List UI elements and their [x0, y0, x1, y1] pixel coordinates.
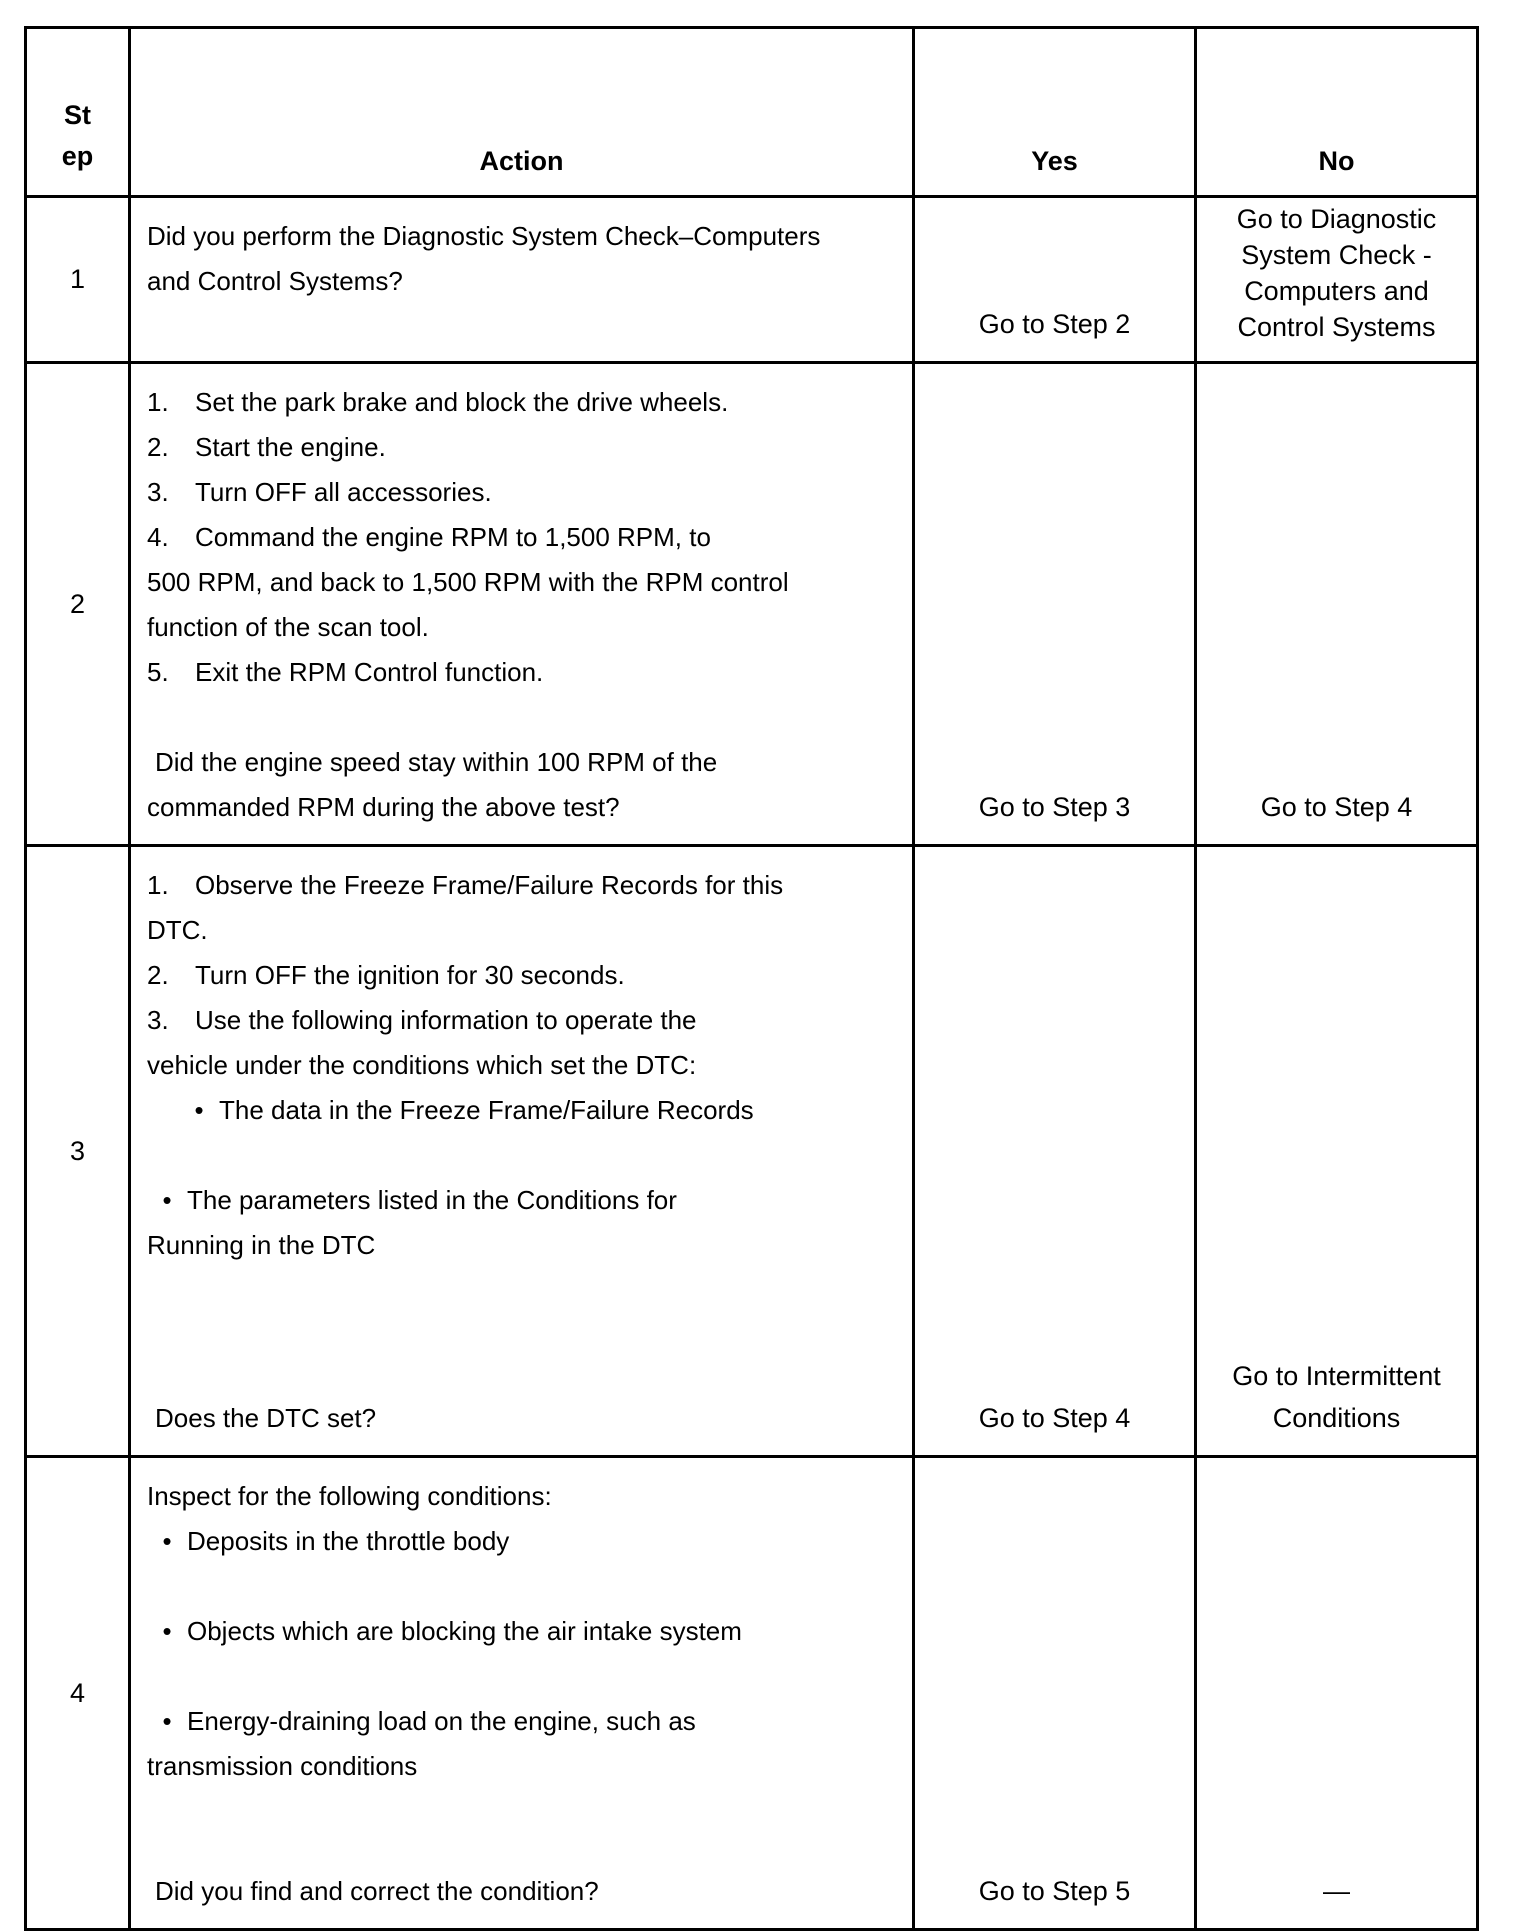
action-line: and Control Systems? — [147, 266, 403, 296]
header-no: No — [1196, 28, 1478, 197]
bullet-icon: • — [162, 1706, 172, 1736]
no-cell: — — [1196, 1457, 1478, 1930]
table-row — [26, 1457, 1478, 1930]
list-item: 1. Set the park brake and block the drive wheels. — [147, 387, 729, 417]
no-cell: Go to Step 4 — [1196, 363, 1478, 846]
step-number: 3 — [26, 846, 130, 1457]
list-item-continuation: function of the scan tool. — [147, 612, 429, 642]
yes-cell: Go to Step 4 — [914, 846, 1196, 1457]
no-line: Conditions — [1272, 1403, 1401, 1433]
bullet-icon: • — [162, 1526, 172, 1556]
action-line: Did you perform the Diagnostic System Check–Computers — [147, 221, 821, 251]
question-line: Did the engine speed stay within 100 RPM of the — [155, 747, 718, 777]
table-row — [26, 846, 1478, 1457]
action-cell — [130, 363, 914, 846]
question-line: Does the DTC set? — [155, 1403, 377, 1433]
diagnostic-table — [24, 26, 1479, 1931]
yes-cell: Go to Step 5 — [914, 1457, 1196, 1930]
no-line: Computers and — [1244, 276, 1429, 306]
header-row — [26, 28, 1478, 197]
list-item-continuation: 500 RPM, and back to 1,500 RPM with the RPM control — [147, 567, 789, 597]
list-item-continuation: DTC. — [147, 915, 208, 945]
bullet-item: • The parameters listed in the Conditions for — [147, 1178, 896, 1223]
no-line: Go to Diagnostic — [1236, 204, 1437, 234]
bullet-item: • Objects which are blocking the air intake system — [147, 1609, 896, 1654]
step-number: 2 — [26, 363, 130, 846]
header-step-line1: St — [64, 100, 91, 130]
intro-line: Inspect for the following conditions: — [147, 1481, 552, 1511]
step-number: 1 — [26, 197, 130, 363]
question-line: Did you find and correct the condition? — [155, 1876, 599, 1906]
bullet-item-continuation: transmission conditions — [147, 1751, 418, 1781]
bullet-icon: • — [194, 1095, 204, 1125]
table-row — [26, 197, 1478, 363]
sub-bullet-item: • The data in the Freeze Frame/Failure Records — [147, 1088, 896, 1133]
table-row — [26, 363, 1478, 846]
action-cell — [130, 846, 914, 1457]
yes-cell: Go to Step 2 — [914, 197, 1196, 363]
no-line: Go to Intermittent — [1232, 1361, 1441, 1391]
header-step-line2: ep — [61, 141, 94, 171]
no-line: Control Systems — [1237, 312, 1436, 342]
list-item: 1. Observe the Freeze Frame/Failure Records for this — [147, 870, 784, 900]
bullet-icon: • — [162, 1616, 172, 1646]
header-action: Action — [130, 28, 914, 197]
yes-cell: Go to Step 3 — [914, 363, 1196, 846]
list-item: 2. Turn OFF the ignition for 30 seconds. — [147, 960, 625, 990]
action-cell — [130, 1457, 914, 1930]
list-item: 4. Command the engine RPM to 1,500 RPM, to — [147, 522, 711, 552]
bullet-item-continuation: Running in the DTC — [147, 1230, 376, 1260]
bullet-item: • Deposits in the throttle body — [147, 1519, 896, 1564]
no-cell — [1196, 846, 1478, 1457]
action-cell — [130, 197, 914, 363]
no-line: System Check - — [1241, 240, 1432, 270]
bullet-item: • Energy-draining load on the engine, such as — [147, 1699, 896, 1744]
header-step — [26, 28, 130, 197]
step-number: 4 — [26, 1457, 130, 1930]
list-item-continuation: vehicle under the conditions which set the DTC: — [147, 1050, 697, 1080]
header-yes: Yes — [914, 28, 1196, 197]
list-item: 3. Use the following information to operate the — [147, 1005, 697, 1035]
question-line: commanded RPM during the above test? — [147, 792, 620, 822]
bullet-icon: • — [162, 1185, 172, 1215]
list-item: 3. Turn OFF all accessories. — [147, 477, 492, 507]
list-item: 5. Exit the RPM Control function. — [147, 657, 544, 687]
diagnostic-table-page — [24, 26, 1476, 1906]
no-cell — [1196, 197, 1478, 363]
list-item: 2. Start the engine. — [147, 432, 386, 462]
